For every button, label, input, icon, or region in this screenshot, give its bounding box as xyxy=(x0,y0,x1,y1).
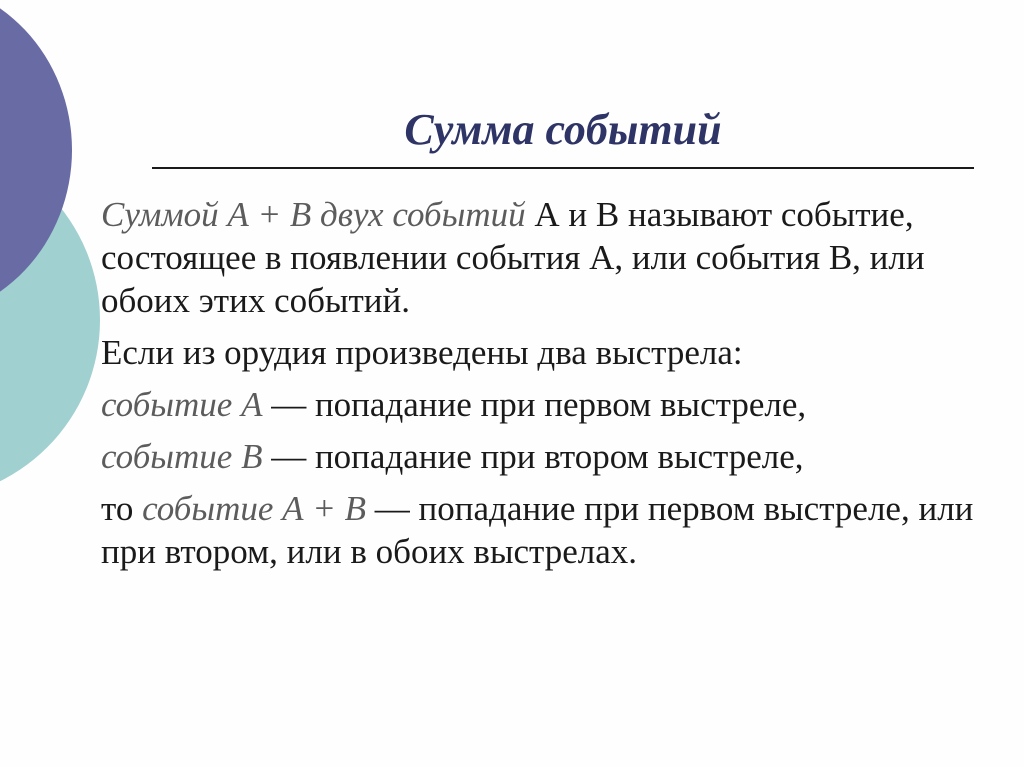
paragraph-definition xyxy=(101,193,981,322)
conclusion-lead: то xyxy=(101,489,143,528)
paragraph-example-intro xyxy=(101,331,981,374)
paragraph-event-a xyxy=(101,383,981,426)
event-b-term: событие В xyxy=(101,437,263,476)
event-a-text: — попадание при первом выстреле, xyxy=(262,385,807,424)
event-b-text: — попадание при втором выстреле, xyxy=(262,437,804,476)
slide-body xyxy=(101,193,981,582)
definition-term: Суммой А + В двух событий xyxy=(101,195,526,234)
slide-title: Сумма событий xyxy=(404,105,722,154)
conclusion-term: событие А + В xyxy=(142,489,367,528)
example-intro-text: Если из орудия произведены два выстрела: xyxy=(101,333,743,372)
paragraph-conclusion xyxy=(101,487,981,573)
paragraph-event-b xyxy=(101,435,981,478)
event-a-term: событие А xyxy=(101,385,263,424)
definition-text: А и В называют событие, состоящее в появлении события А, или события В, или обоих этих событий. xyxy=(101,195,925,320)
title-divider xyxy=(152,167,974,169)
conclusion-text: — попадание при первом выстреле, или при втором, или в обоих выстрелах. xyxy=(101,489,974,571)
